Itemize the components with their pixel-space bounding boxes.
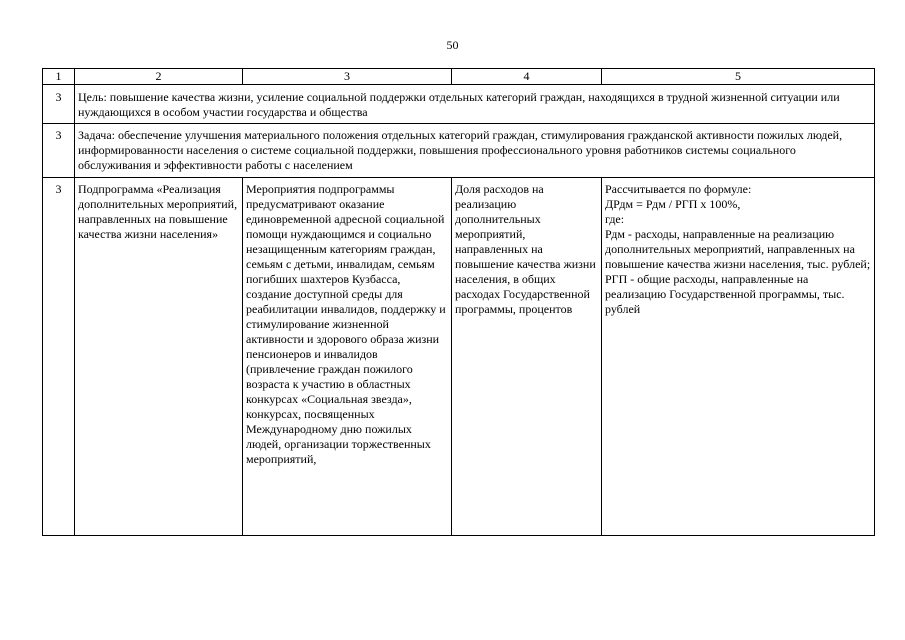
subprogram-description: Мероприятия подпрограммы предусматривают оказание единовременной адресной социальной помощи нуждающимся и социально незащищенным категориям граждан, семьям с детьми, инвалидам, семьям погибших шахтеров Кузбасса, создание доступной среды для реабилитации инвалидов, поддержку и стимулирование жизненной активности и здорового образа жизни пенсионеров и инвалидов (привлечение граждан пожилого возраста к участию в областных конкурсах «Социальная звезда», конкурсах, посвященных Международному дню пожилых людей, организации торжественных мероприятий,: [243, 178, 452, 536]
goal-row: [43, 85, 875, 124]
header-cell-2: 2: [75, 69, 243, 85]
task-row-number: 3: [43, 124, 75, 178]
formula-where: где:: [605, 212, 625, 226]
goal-text: Цель: повышение качества жизни, усиление социальной поддержки отдельных категорий граждан, находящихся в трудной жизненной ситуации или нуждающихся в особом участии государства и общества: [75, 85, 875, 124]
formula-intro: Рассчитывается по формуле:: [605, 182, 752, 196]
row-number: 3: [43, 178, 75, 536]
header-cell-4: 4: [452, 69, 602, 85]
formula-term-rgp: РГП - общие расходы, направленные на реализацию Государственной программы, тыс. рублей: [605, 272, 845, 316]
table-row: [43, 178, 875, 536]
indicator-name: Доля расходов на реализацию дополнительных мероприятий, направленных на повышение качества жизни населения, в общих расходах Государственной программы, процентов: [452, 178, 602, 536]
table-header-row: [43, 69, 875, 85]
header-cell-3: 3: [243, 69, 452, 85]
formula-term-rdm: Рдм - расходы, направленные на реализацию дополнительных мероприятий, направленных на повышение качества жизни населения, тыс. рублей;: [605, 227, 871, 271]
goal-row-number: 3: [43, 85, 75, 124]
subprogram-name: Подпрограмма «Реализация дополнительных мероприятий, направленных на повышение качества жизни населения»: [75, 178, 243, 536]
calculation-method: [602, 178, 875, 536]
header-cell-1: 1: [43, 69, 75, 85]
page-number: 50: [446, 38, 459, 52]
task-text: Задача: обеспечение улучшения материального положения отдельных категорий граждан, стимулирования гражданской активности пожилых людей, информированности населения о системе социальной поддержки, повышения профессионального уровня работников системы социального обслуживания и эффективности работы с населением: [75, 124, 875, 178]
indicators-table: [42, 68, 875, 536]
header-cell-5: 5: [602, 69, 875, 85]
task-row: [43, 124, 875, 178]
formula: ДРдм = Рдм / РГП x 100%,: [605, 197, 741, 211]
